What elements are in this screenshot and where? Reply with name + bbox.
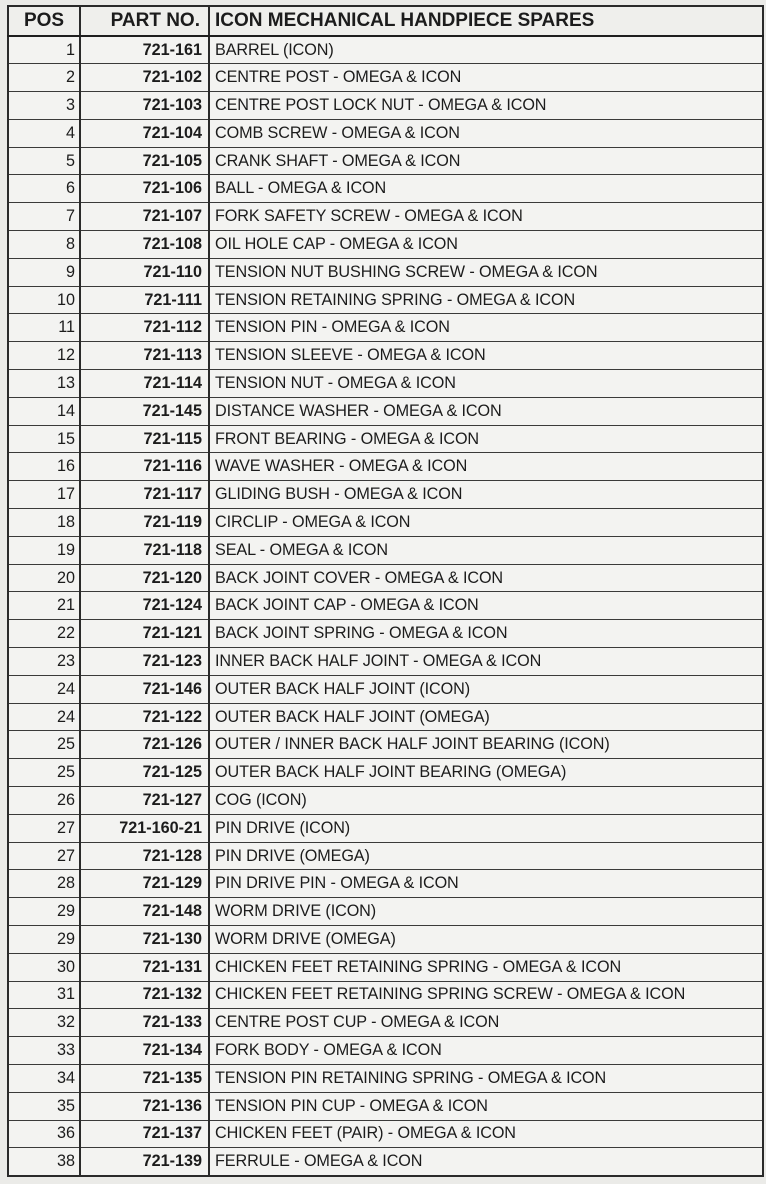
part-no-cell: 721-130 <box>80 926 209 954</box>
description-cell: FERRULE - OMEGA & ICON <box>209 1148 763 1176</box>
part-no-cell: 721-129 <box>80 870 209 898</box>
pos-cell: 25 <box>8 759 80 787</box>
pos-cell: 38 <box>8 1148 80 1176</box>
table-row <box>8 509 763 537</box>
part-no-cell: 721-116 <box>80 453 209 481</box>
part-no-cell: 721-107 <box>80 203 209 231</box>
table-row <box>8 842 763 870</box>
part-no-cell: 721-118 <box>80 536 209 564</box>
part-no-cell: 721-111 <box>80 286 209 314</box>
pos-cell: 17 <box>8 481 80 509</box>
part-no-cell: 721-115 <box>80 425 209 453</box>
part-no-cell: 721-148 <box>80 898 209 926</box>
header-row <box>8 6 763 36</box>
part-no-cell: 721-104 <box>80 119 209 147</box>
pos-cell: 1 <box>8 36 80 64</box>
part-no-cell: 721-113 <box>80 342 209 370</box>
description-cell: TENSION PIN CUP - OMEGA & ICON <box>209 1092 763 1120</box>
table-row <box>8 314 763 342</box>
description-cell: DISTANCE WASHER - OMEGA & ICON <box>209 397 763 425</box>
part-no-cell: 721-105 <box>80 147 209 175</box>
pos-cell: 19 <box>8 536 80 564</box>
part-no-cell: 721-123 <box>80 648 209 676</box>
part-no-cell: 721-160-21 <box>80 814 209 842</box>
table-row <box>8 147 763 175</box>
part-no-cell: 721-146 <box>80 675 209 703</box>
description-cell: SEAL - OMEGA & ICON <box>209 536 763 564</box>
pos-cell: 22 <box>8 620 80 648</box>
pos-cell: 16 <box>8 453 80 481</box>
pos-cell: 33 <box>8 1037 80 1065</box>
table-row <box>8 92 763 120</box>
pos-cell: 12 <box>8 342 80 370</box>
part-no-cell: 721-102 <box>80 64 209 92</box>
part-no-cell: 721-110 <box>80 258 209 286</box>
table-row <box>8 1092 763 1120</box>
part-no-cell: 721-125 <box>80 759 209 787</box>
description-cell: BACK JOINT SPRING - OMEGA & ICON <box>209 620 763 648</box>
description-cell: TENSION NUT BUSHING SCREW - OMEGA & ICON <box>209 258 763 286</box>
table-row <box>8 1037 763 1065</box>
table-row <box>8 119 763 147</box>
part-no-cell: 721-124 <box>80 592 209 620</box>
pos-cell: 27 <box>8 842 80 870</box>
part-no-cell: 721-103 <box>80 92 209 120</box>
table-row <box>8 926 763 954</box>
part-no-cell: 721-112 <box>80 314 209 342</box>
description-cell: COMB SCREW - OMEGA & ICON <box>209 119 763 147</box>
table-row <box>8 536 763 564</box>
part-no-cell: 721-114 <box>80 370 209 398</box>
table-row <box>8 64 763 92</box>
part-no-cell: 721-121 <box>80 620 209 648</box>
table-row <box>8 703 763 731</box>
pos-cell: 9 <box>8 258 80 286</box>
description-cell: CRANK SHAFT - OMEGA & ICON <box>209 147 763 175</box>
pos-cell: 34 <box>8 1064 80 1092</box>
description-cell: TENSION RETAINING SPRING - OMEGA & ICON <box>209 286 763 314</box>
description-cell: CENTRE POST LOCK NUT - OMEGA & ICON <box>209 92 763 120</box>
table-row <box>8 675 763 703</box>
pos-cell: 5 <box>8 147 80 175</box>
table-row <box>8 620 763 648</box>
description-cell: OUTER BACK HALF JOINT (ICON) <box>209 675 763 703</box>
part-no-cell: 721-145 <box>80 397 209 425</box>
pos-cell: 31 <box>8 981 80 1009</box>
table-row <box>8 425 763 453</box>
description-cell: COG (ICON) <box>209 787 763 815</box>
table-row <box>8 453 763 481</box>
table-title: ICON MECHANICAL HANDPIECE SPARES <box>209 6 763 36</box>
table-row <box>8 981 763 1009</box>
table-row <box>8 1148 763 1176</box>
table-row <box>8 564 763 592</box>
part-no-cell: 721-136 <box>80 1092 209 1120</box>
description-cell: BALL - OMEGA & ICON <box>209 175 763 203</box>
pos-cell: 30 <box>8 953 80 981</box>
pos-cell: 11 <box>8 314 80 342</box>
description-cell: OIL HOLE CAP - OMEGA & ICON <box>209 231 763 259</box>
table-row <box>8 342 763 370</box>
description-cell: FORK BODY - OMEGA & ICON <box>209 1037 763 1065</box>
pos-cell: 32 <box>8 1009 80 1037</box>
pos-cell: 24 <box>8 703 80 731</box>
part-no-cell: 721-126 <box>80 731 209 759</box>
table-row <box>8 286 763 314</box>
description-cell: PIN DRIVE (ICON) <box>209 814 763 842</box>
part-no-cell: 721-106 <box>80 175 209 203</box>
description-cell: CENTRE POST CUP - OMEGA & ICON <box>209 1009 763 1037</box>
pos-cell: 25 <box>8 731 80 759</box>
description-cell: CIRCLIP - OMEGA & ICON <box>209 509 763 537</box>
pos-cell: 7 <box>8 203 80 231</box>
pos-cell: 21 <box>8 592 80 620</box>
part-no-cell: 721-128 <box>80 842 209 870</box>
pos-cell: 10 <box>8 286 80 314</box>
description-cell: FRONT BEARING - OMEGA & ICON <box>209 425 763 453</box>
table-row <box>8 648 763 676</box>
pos-cell: 24 <box>8 675 80 703</box>
pos-cell: 20 <box>8 564 80 592</box>
description-cell: PIN DRIVE PIN - OMEGA & ICON <box>209 870 763 898</box>
part-no-cell: 721-139 <box>80 1148 209 1176</box>
pos-cell: 14 <box>8 397 80 425</box>
pos-cell: 28 <box>8 870 80 898</box>
table-row <box>8 36 763 64</box>
pos-cell: 13 <box>8 370 80 398</box>
description-cell: OUTER / INNER BACK HALF JOINT BEARING (ICON) <box>209 731 763 759</box>
table-row <box>8 203 763 231</box>
pos-cell: 23 <box>8 648 80 676</box>
part-no-cell: 721-133 <box>80 1009 209 1037</box>
part-no-cell: 721-134 <box>80 1037 209 1065</box>
part-no-cell: 721-135 <box>80 1064 209 1092</box>
part-no-cell: 721-137 <box>80 1120 209 1148</box>
table-row <box>8 1120 763 1148</box>
table-row <box>8 953 763 981</box>
pos-cell: 4 <box>8 119 80 147</box>
pos-cell: 26 <box>8 787 80 815</box>
description-cell: WORM DRIVE (OMEGA) <box>209 926 763 954</box>
pos-cell: 6 <box>8 175 80 203</box>
part-no-cell: 721-108 <box>80 231 209 259</box>
table-row <box>8 1064 763 1092</box>
part-no-cell: 721-120 <box>80 564 209 592</box>
table-row <box>8 481 763 509</box>
description-cell: OUTER BACK HALF JOINT BEARING (OMEGA) <box>209 759 763 787</box>
description-cell: CENTRE POST - OMEGA & ICON <box>209 64 763 92</box>
table-row <box>8 231 763 259</box>
pos-cell: 3 <box>8 92 80 120</box>
pos-cell: 36 <box>8 1120 80 1148</box>
pos-cell: 2 <box>8 64 80 92</box>
description-cell: FORK SAFETY SCREW - OMEGA & ICON <box>209 203 763 231</box>
description-cell: WAVE WASHER - OMEGA & ICON <box>209 453 763 481</box>
part-no-cell: 721-117 <box>80 481 209 509</box>
part-no-column-header: PART NO. <box>80 6 209 36</box>
table-row <box>8 370 763 398</box>
description-cell: GLIDING BUSH - OMEGA & ICON <box>209 481 763 509</box>
description-cell: CHICKEN FEET (PAIR) - OMEGA & ICON <box>209 1120 763 1148</box>
description-cell: BARREL (ICON) <box>209 36 763 64</box>
part-no-cell: 721-122 <box>80 703 209 731</box>
table-row <box>8 814 763 842</box>
table-row <box>8 258 763 286</box>
table-row <box>8 787 763 815</box>
table-row <box>8 731 763 759</box>
description-cell: OUTER BACK HALF JOINT (OMEGA) <box>209 703 763 731</box>
description-cell: WORM DRIVE (ICON) <box>209 898 763 926</box>
description-cell: BACK JOINT CAP - OMEGA & ICON <box>209 592 763 620</box>
description-cell: TENSION PIN RETAINING SPRING - OMEGA & ICON <box>209 1064 763 1092</box>
part-no-cell: 721-132 <box>80 981 209 1009</box>
pos-cell: 15 <box>8 425 80 453</box>
table-row <box>8 397 763 425</box>
description-cell: CHICKEN FEET RETAINING SPRING - OMEGA & ICON <box>209 953 763 981</box>
pos-cell: 29 <box>8 926 80 954</box>
table-row <box>8 175 763 203</box>
parts-table <box>7 5 764 1177</box>
description-cell: CHICKEN FEET RETAINING SPRING SCREW - OMEGA & ICON <box>209 981 763 1009</box>
part-no-cell: 721-119 <box>80 509 209 537</box>
table-row <box>8 870 763 898</box>
description-cell: TENSION NUT - OMEGA & ICON <box>209 370 763 398</box>
table-row <box>8 898 763 926</box>
part-no-cell: 721-161 <box>80 36 209 64</box>
table-row <box>8 1009 763 1037</box>
part-no-cell: 721-131 <box>80 953 209 981</box>
table-row <box>8 592 763 620</box>
description-cell: TENSION PIN - OMEGA & ICON <box>209 314 763 342</box>
part-no-cell: 721-127 <box>80 787 209 815</box>
description-cell: INNER BACK HALF JOINT - OMEGA & ICON <box>209 648 763 676</box>
description-cell: TENSION SLEEVE - OMEGA & ICON <box>209 342 763 370</box>
description-cell: BACK JOINT COVER - OMEGA & ICON <box>209 564 763 592</box>
pos-cell: 29 <box>8 898 80 926</box>
table-row <box>8 759 763 787</box>
pos-cell: 27 <box>8 814 80 842</box>
pos-cell: 8 <box>8 231 80 259</box>
description-cell: PIN DRIVE (OMEGA) <box>209 842 763 870</box>
pos-cell: 35 <box>8 1092 80 1120</box>
pos-cell: 18 <box>8 509 80 537</box>
pos-column-header: POS <box>8 6 80 36</box>
